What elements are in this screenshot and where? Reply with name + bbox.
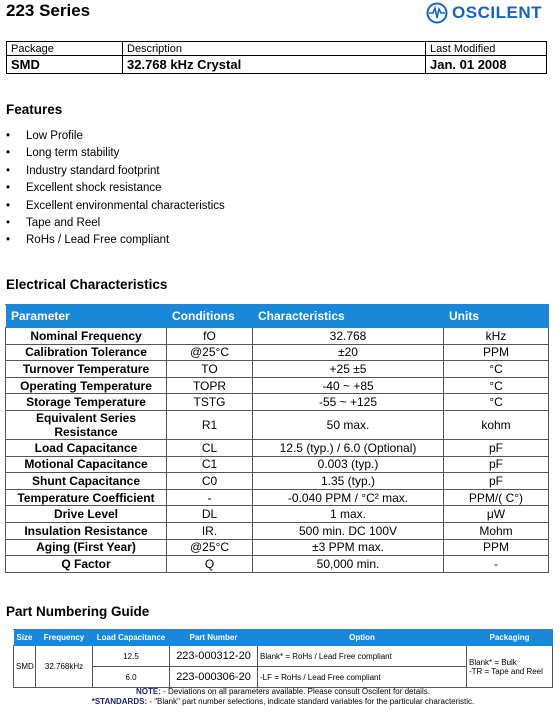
- col-units: Units: [444, 305, 549, 328]
- note-label: NOTE:: [136, 687, 161, 696]
- condition-cell: IR.: [167, 522, 253, 539]
- features-list: [6, 128, 225, 250]
- condition-cell: TSTG: [167, 394, 253, 411]
- unit-cell: °C: [444, 394, 549, 411]
- feature-item: • RoHs / Lead Free compliant: [6, 232, 225, 249]
- table-row: [6, 344, 549, 361]
- characteristic-cell: 1.35 (typ.): [253, 473, 444, 490]
- unit-cell: -: [444, 556, 549, 573]
- unit-cell: °C: [444, 377, 549, 394]
- table-row: [6, 539, 549, 556]
- condition-cell: TOPR: [167, 377, 253, 394]
- col-characteristics: Characteristics: [253, 305, 444, 328]
- unit-cell: kHz: [444, 328, 549, 345]
- param-cell: Nominal Frequency: [6, 328, 167, 345]
- size-value: SMD: [14, 646, 36, 688]
- param-cell: Motional Capacitance: [6, 456, 167, 473]
- param-cell: Equivalent Series Resistance: [6, 410, 167, 439]
- notes: [13, 687, 553, 707]
- col-load-capacitance: Load Capacitance: [93, 630, 170, 646]
- table-row: [6, 328, 549, 345]
- unit-cell: PPM: [444, 539, 549, 556]
- note-line: [13, 687, 553, 697]
- electrical-heading: Electrical Characteristics: [6, 277, 168, 292]
- standards-text: - "Blank" part number selections, indicate standard variables for the particular characteristic.: [147, 697, 475, 706]
- param-cell: Operating Temperature: [6, 377, 167, 394]
- last-modified-label: Last Modified: [426, 42, 547, 56]
- condition-cell: DL: [167, 506, 253, 523]
- packaging-value: -TR = Tape and Reel: [469, 666, 543, 676]
- table-row: [6, 394, 549, 411]
- col-packaging: Packaging: [467, 630, 553, 646]
- col-conditions: Conditions: [167, 305, 253, 328]
- col-size: Size: [14, 630, 36, 646]
- packaging-cell: [467, 646, 553, 688]
- part-number-value: 223-000306-20: [170, 667, 258, 688]
- characteristic-cell: 50 max.: [253, 410, 444, 439]
- condition-cell: TO: [167, 361, 253, 378]
- col-frequency: Frequency: [36, 630, 93, 646]
- feature-item: • Excellent environmental characteristics: [6, 198, 225, 215]
- part-numbering-heading: Part Numbering Guide: [6, 604, 150, 619]
- unit-cell: kohm: [444, 410, 549, 439]
- table-row: [6, 522, 549, 539]
- characteristic-cell: -55 ~ +125: [253, 394, 444, 411]
- characteristic-cell: 1 max.: [253, 506, 444, 523]
- characteristic-cell: +25 ±5: [253, 361, 444, 378]
- characteristic-cell: 500 min. DC 100V: [253, 522, 444, 539]
- brand-name: OSCILENT: [452, 3, 542, 22]
- standards-label: *STANDARDS:: [91, 697, 148, 706]
- unit-cell: PPM/( C°): [444, 489, 549, 506]
- col-option: Option: [258, 630, 467, 646]
- condition-cell: Q: [167, 556, 253, 573]
- option-value: -LF = RoHs / Lead Free compliant: [258, 667, 467, 688]
- table-row: [6, 410, 549, 439]
- condition-cell: CL: [167, 439, 253, 456]
- col-part-number: Part Number: [170, 630, 258, 646]
- characteristic-cell: ±20: [253, 344, 444, 361]
- characteristic-cell: ±3 PPM max.: [253, 539, 444, 556]
- condition-cell: fO: [167, 328, 253, 345]
- brand-logo: [426, 2, 542, 24]
- load-value: 12.5: [93, 646, 170, 667]
- unit-cell: pF: [444, 456, 549, 473]
- package-value: SMD: [7, 56, 123, 74]
- package-label: Package: [7, 42, 123, 56]
- characteristic-cell: 0.003 (typ.): [253, 456, 444, 473]
- table-row: [6, 489, 549, 506]
- unit-cell: μW: [444, 506, 549, 523]
- waveform-logo-icon: [426, 2, 448, 24]
- info-table: [6, 41, 547, 74]
- table-row: [6, 377, 549, 394]
- description-label: Description: [123, 42, 426, 56]
- unit-cell: Mohm: [444, 522, 549, 539]
- feature-item: • Low Profile: [6, 128, 225, 145]
- part-number-value: 223-000312-20: [170, 646, 258, 667]
- characteristic-cell: -0.040 PPM / °C² max.: [253, 489, 444, 506]
- param-cell: Shunt Capacitance: [6, 473, 167, 490]
- last-modified-value: Jan. 01 2008: [426, 56, 547, 74]
- table-row: [6, 556, 549, 573]
- feature-item: • Industry standard footprint: [6, 163, 225, 180]
- standards-line: [13, 697, 553, 707]
- condition-cell: -: [167, 489, 253, 506]
- part-numbering-table: [13, 629, 553, 688]
- packaging-value: Blank* = Bulk: [469, 657, 517, 667]
- table-row: [6, 506, 549, 523]
- table-row: [6, 361, 549, 378]
- param-cell: Aging (First Year): [6, 539, 167, 556]
- condition-cell: R1: [167, 410, 253, 439]
- table-row: [6, 439, 549, 456]
- electrical-table: [5, 304, 549, 573]
- condition-cell: @25°C: [167, 539, 253, 556]
- features-heading: Features: [6, 102, 63, 117]
- param-cell: Storage Temperature: [6, 394, 167, 411]
- characteristic-cell: 12.5 (typ.) / 6.0 (Optional): [253, 439, 444, 456]
- param-cell: Load Capacitance: [6, 439, 167, 456]
- param-cell: Calibration Tolerance: [6, 344, 167, 361]
- characteristic-cell: 32.768: [253, 328, 444, 345]
- frequency-value: 32.768kHz: [36, 646, 93, 688]
- feature-item: • Long term stability: [6, 145, 225, 162]
- feature-item: • Excellent shock resistance: [6, 180, 225, 197]
- condition-cell: C0: [167, 473, 253, 490]
- description-value: 32.768 kHz Crystal: [123, 56, 426, 74]
- param-cell: Turnover Temperature: [6, 361, 167, 378]
- electrical-rows: [6, 328, 549, 573]
- condition-cell: C1: [167, 456, 253, 473]
- feature-item: • Tape and Reel: [6, 215, 225, 232]
- characteristic-cell: 50,000 min.: [253, 556, 444, 573]
- param-cell: Drive Level: [6, 506, 167, 523]
- unit-cell: pF: [444, 473, 549, 490]
- unit-cell: pF: [444, 439, 549, 456]
- param-cell: Insulation Resistance: [6, 522, 167, 539]
- unit-cell: °C: [444, 361, 549, 378]
- page-title: 223 Series: [6, 1, 91, 20]
- condition-cell: @25°C: [167, 344, 253, 361]
- characteristic-cell: -40 ~ +85: [253, 377, 444, 394]
- param-cell: Q Factor: [6, 556, 167, 573]
- note-text: - Deviations on all parameters available. Please consult Oscilent for details.: [160, 687, 430, 696]
- load-value: 6.0: [93, 667, 170, 688]
- param-cell: Temperature Coefficient: [6, 489, 167, 506]
- table-row: [6, 473, 549, 490]
- table-row: [6, 456, 549, 473]
- option-value: Blank* = RoHs / Lead Free compliant: [258, 646, 467, 667]
- unit-cell: PPM: [444, 344, 549, 361]
- col-parameter: Parameter: [6, 305, 167, 328]
